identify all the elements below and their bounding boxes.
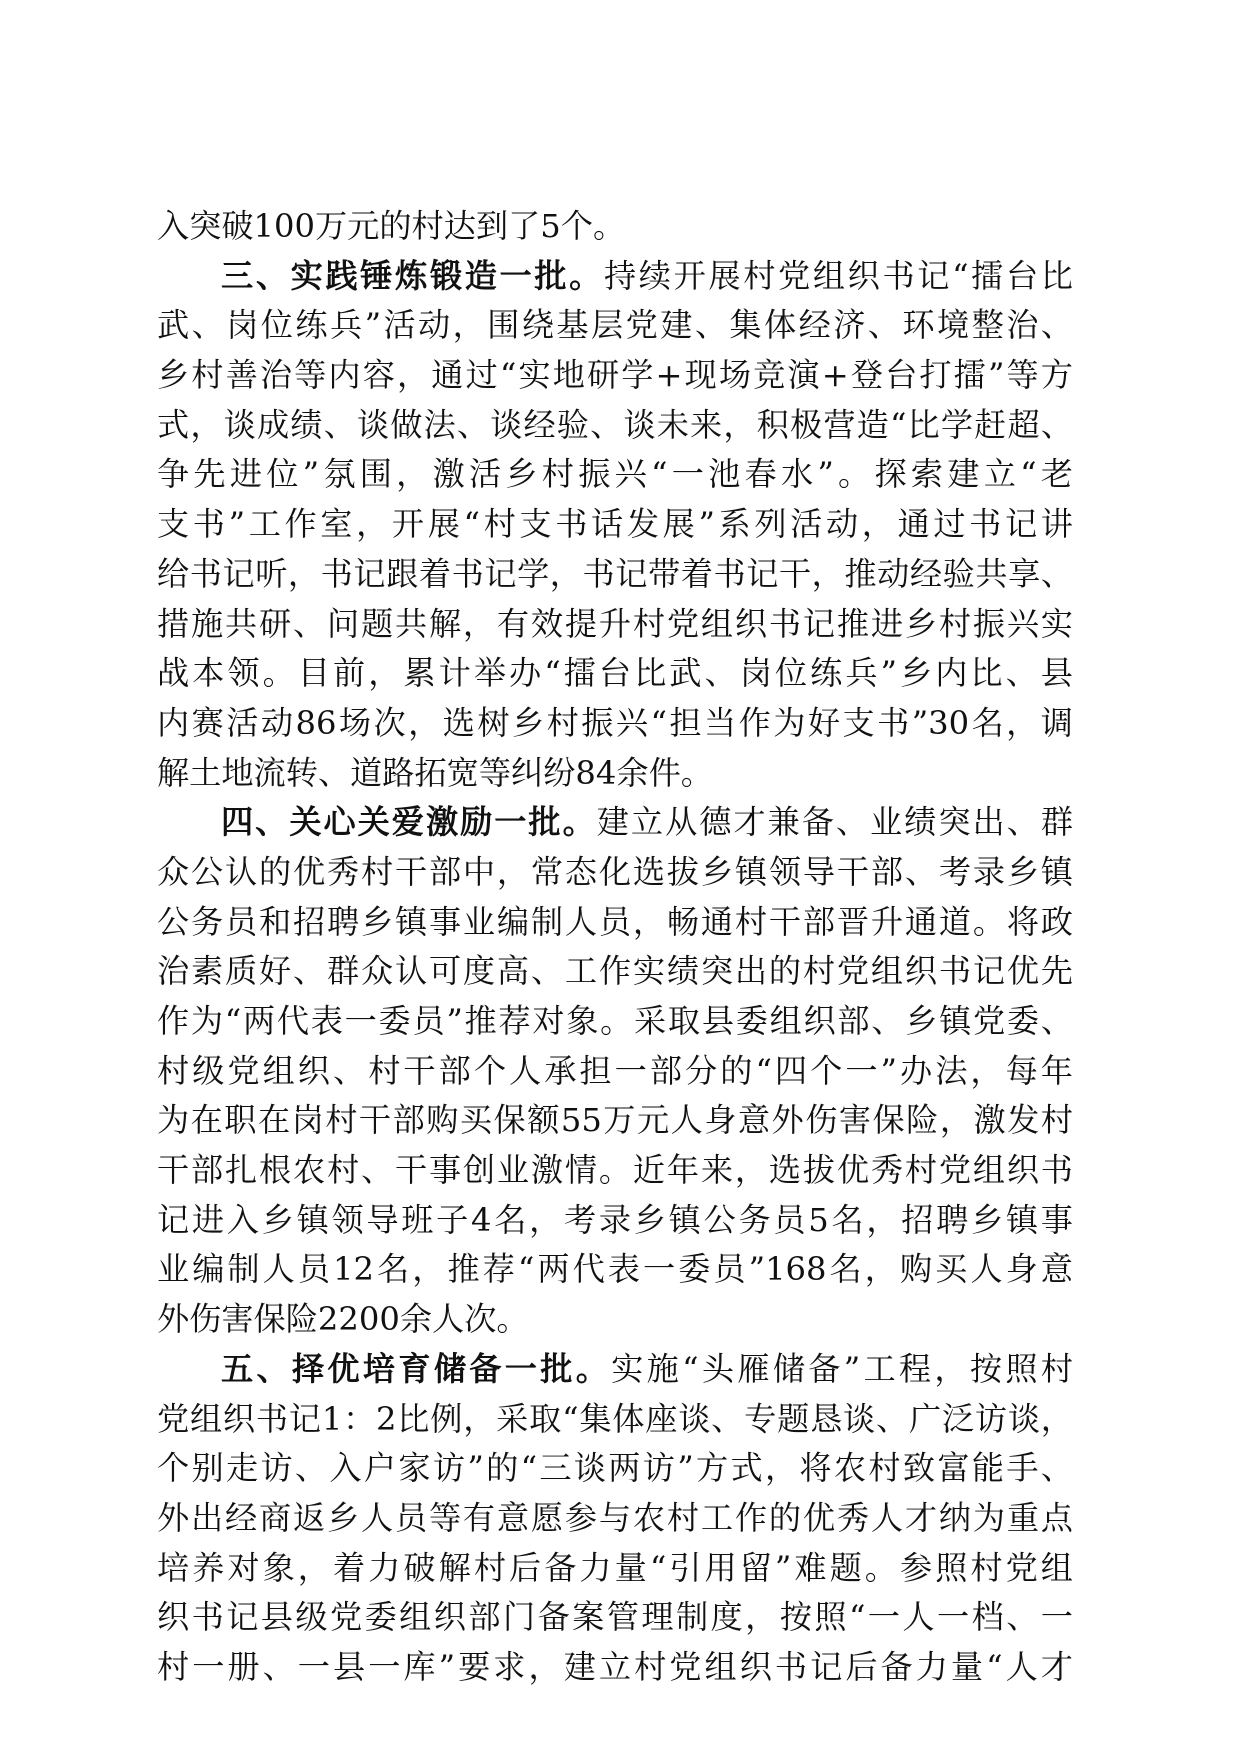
text-line-14: 众公认的优秀村干部中，常态化选拔乡镇领导干部、考录乡镇: [157, 852, 1073, 891]
text-line-10: 战本领。目前，累计举办“擂台比武、岗位练兵”乡内比、县: [157, 654, 1073, 693]
text-line-4: 乡村善治等内容，通过“实地研学+现场竞演+登台打擂”等方: [157, 356, 1073, 395]
text-line-12: 解土地流转、道路拓宽等纠纷84余件。: [157, 753, 713, 792]
text-line-1: 入突破100万元的村达到了5个。: [157, 207, 626, 245]
text-line-5: 式，谈成绩、谈做法、谈经验、谈未来，积极营造“比学赶超、: [157, 405, 1073, 444]
text-line-26: 个别走访、入户家访”的“三谈两访”方式，将农村致富能手、: [157, 1449, 1073, 1488]
text-line-9: 措施共研、问题共解，有效提升村党组织书记推进乡村振兴实: [157, 604, 1073, 643]
text-line-11: 内赛活动86场次，选树乡村振兴“担当作为好支书”30名，调: [157, 703, 1073, 742]
text-line-30: 村一册、一县一库”要求，建立村党组织书记后备力量“人才: [157, 1647, 1073, 1686]
text-line-15: 公务员和招聘乡镇事业编制人员，畅通村干部晋升通道。将政: [157, 902, 1073, 941]
document-page: [157, 202, 1073, 1693]
text-line-18: 村级党组织、村干部个人承担一部分的“四个一”办法，每年: [157, 1051, 1073, 1090]
text-line-8: 给书记听，书记跟着书记学，书记带着书记干，推动经验共享、: [157, 554, 1073, 593]
section-4-heading: 四、关心关爱激励一批。: [221, 803, 597, 842]
section-3-heading: 三、实践锤炼锻造一批。: [221, 256, 604, 295]
text-line-23: 外伤害保险2200余人次。: [157, 1300, 529, 1339]
section-3-line-1: 持续开展村党组织书记“擂台比: [603, 256, 1073, 295]
section-5-heading: 五、择优培育储备一批。: [221, 1349, 612, 1388]
section-4-line-1: 建立从德才兼备、业绩突出、群: [596, 803, 1074, 842]
text-line-16: 治素质好、群众认可度高、工作实绩突出的村党组织书记优先: [157, 952, 1073, 991]
text-line-27: 外出经商返乡人员等有意愿参与农村工作的优秀人才纳为重点: [157, 1498, 1073, 1537]
text-line-19: 为在职在岗村干部购买保额55万元人身意外伤害保险，激发村: [157, 1101, 1073, 1140]
text-line-25: 党组织书记1：2比例，采取“集体座谈、专题恳谈、广泛访谈，: [157, 1399, 1073, 1438]
text-line-17: 作为“两代表一委员”推荐对象。采取县委组织部、乡镇党委、: [157, 1002, 1073, 1040]
text-line-29: 织书记县级党委组织部门备案管理制度，按照“一人一档、一: [157, 1598, 1073, 1637]
text-line-28: 培养对象，着力破解村后备力量“引用留”难题。参照村党组: [157, 1548, 1073, 1587]
text-line-21: 记进入乡镇领导班子4名，考录乡镇公务员5名，招聘乡镇事: [157, 1200, 1073, 1239]
text-line-20: 干部扎根农村、干事创业激情。近年来，选拔优秀村党组织书: [157, 1151, 1073, 1190]
section-5-line-1: 实施“头雁储备”工程，按照村: [611, 1349, 1073, 1388]
section-3-first-line: [157, 252, 1073, 302]
text-line-22: 业编制人员12名，推荐“两代表一委员”168名，购买人身意: [157, 1250, 1073, 1289]
text-line-3: 武、岗位练兵”活动，围绕基层党建、集体经济、环境整治、: [157, 306, 1073, 345]
text-line-6: 争先进位”氛围，激活乡村振兴“一池春水”。探索建立“老: [157, 455, 1073, 494]
text-line-7: 支书”工作室，开展“村支书话发展”系列活动，通过书记讲: [157, 505, 1073, 544]
section-4-first-line: [157, 798, 1073, 848]
section-5-first-line: [157, 1345, 1073, 1395]
